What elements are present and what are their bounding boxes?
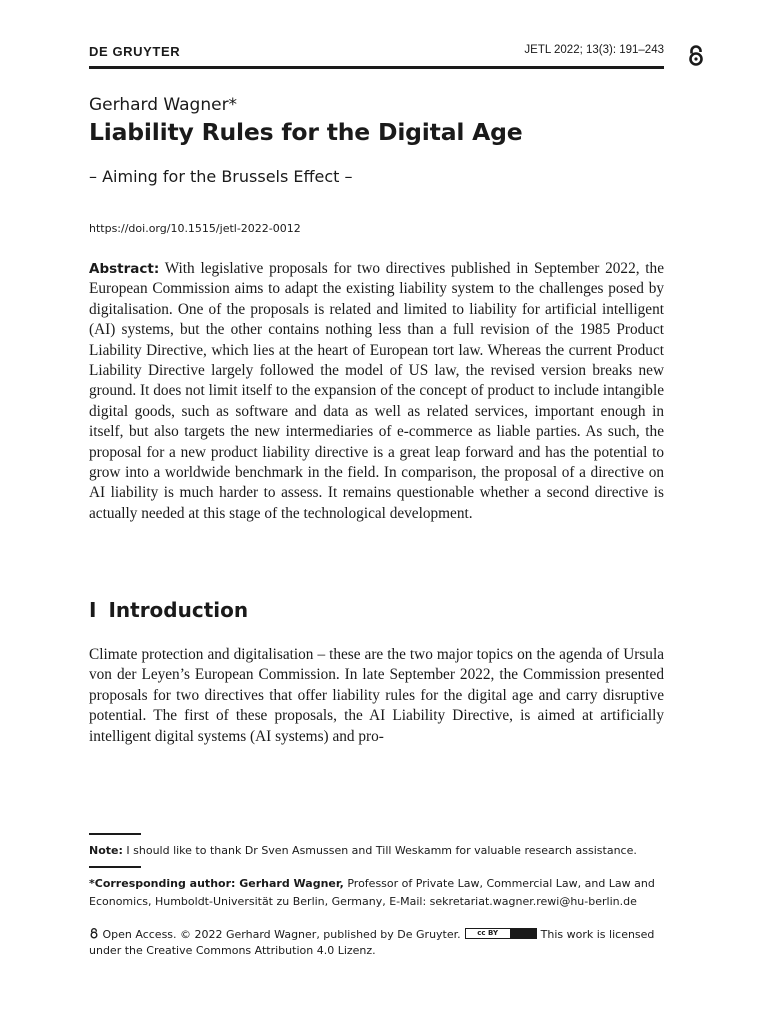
section-number: I bbox=[89, 598, 97, 622]
note-label: Note: bbox=[89, 844, 123, 857]
running-head bbox=[89, 42, 664, 69]
publisher-name: DE GRUYTER bbox=[89, 44, 181, 59]
footnote-divider bbox=[89, 833, 141, 835]
corresponding-author-label: *Corresponding author: Gerhard Wagner, bbox=[89, 877, 344, 890]
section-heading bbox=[89, 598, 248, 622]
section-title: Introduction bbox=[108, 598, 249, 622]
doi-link[interactable]: https://doi.org/10.1515/jetl-2022-0012 bbox=[89, 222, 301, 235]
footnote-divider bbox=[89, 866, 141, 868]
open-access-text: Open Access. © 2022 Gerhard Wagner, published by De Gruyter. bbox=[102, 928, 461, 941]
open-access-icon bbox=[686, 45, 706, 67]
abstract-text: With legislative proposals for two directives published in September 2022, the European Commission aims to adapt the existing liability system to the challenges posed by digitalisation. One of the proposals is related and limited to liability for artificial intelligent (AI) systems, but the other contains nothing less than a full revision of the 1985 Product Liability Directive, which lies at the heart of European tort law. Whereas the current Product Liability Directive largely followed the model of US law, the revised version breaks new ground. It does not limit itself to the expansion of the concept of product to include intangible digital goods, such as software and data as well as related services, important enough in itself, but also targets the new intermediaries of e-commerce as liable parties. As such, the proposal for a new product liability directive is a great leap forward and has the potential to grow into a worldwide benchmark in the field. In comparison, the proposal of a directive on AI liability is much harder to assess. It remains questionable whether a second directive is actually needed at this stage of the technological development. bbox=[89, 260, 664, 522]
section-body-text: Climate protection and digitalisation – these are the two major topics on the agenda of Ursula von der Leyen’s European Commission. In late September 2022, the Commission presented proposals for two directives that offer liability rules for the digital age and carry disruptive potential. The first of these proposals, the AI Liability Directive, is aimed at artificially intelligent digital systems (AI systems) and pro- bbox=[89, 646, 664, 745]
author-name: Gerhard Wagner* bbox=[89, 95, 238, 115]
article-subtitle: – Aiming for the Brussels Effect – bbox=[89, 167, 353, 186]
note-text: I should like to thank Dr Sven Asmussen and Till Weskamm for valuable research assistance. bbox=[126, 844, 637, 857]
journal-citation: JETL 2022; 13(3): 191–243 bbox=[524, 44, 664, 56]
license-text: This work is licensed under the Creative Commons Attribution 4.0 Lizenz. bbox=[89, 928, 655, 957]
open-access-small-icon bbox=[89, 928, 99, 939]
footnote-note bbox=[89, 842, 664, 860]
corresponding-author-note bbox=[89, 875, 664, 911]
article-title: Liability Rules for the Digital Age bbox=[89, 118, 523, 146]
cc-badge-label: cc BY bbox=[466, 929, 510, 938]
corresponding-author-text: Professor of Private Law, Commercial Law, and Law and Economics, Humboldt-Universität zu Berlin, Germany, E-Mail: sekretariat.wagner.rewi@hu-berlin.de bbox=[89, 877, 655, 908]
abstract bbox=[89, 259, 664, 524]
license-note bbox=[89, 927, 664, 959]
abstract-label: Abstract: bbox=[89, 261, 160, 277]
cc-by-badge-icon bbox=[465, 928, 537, 939]
